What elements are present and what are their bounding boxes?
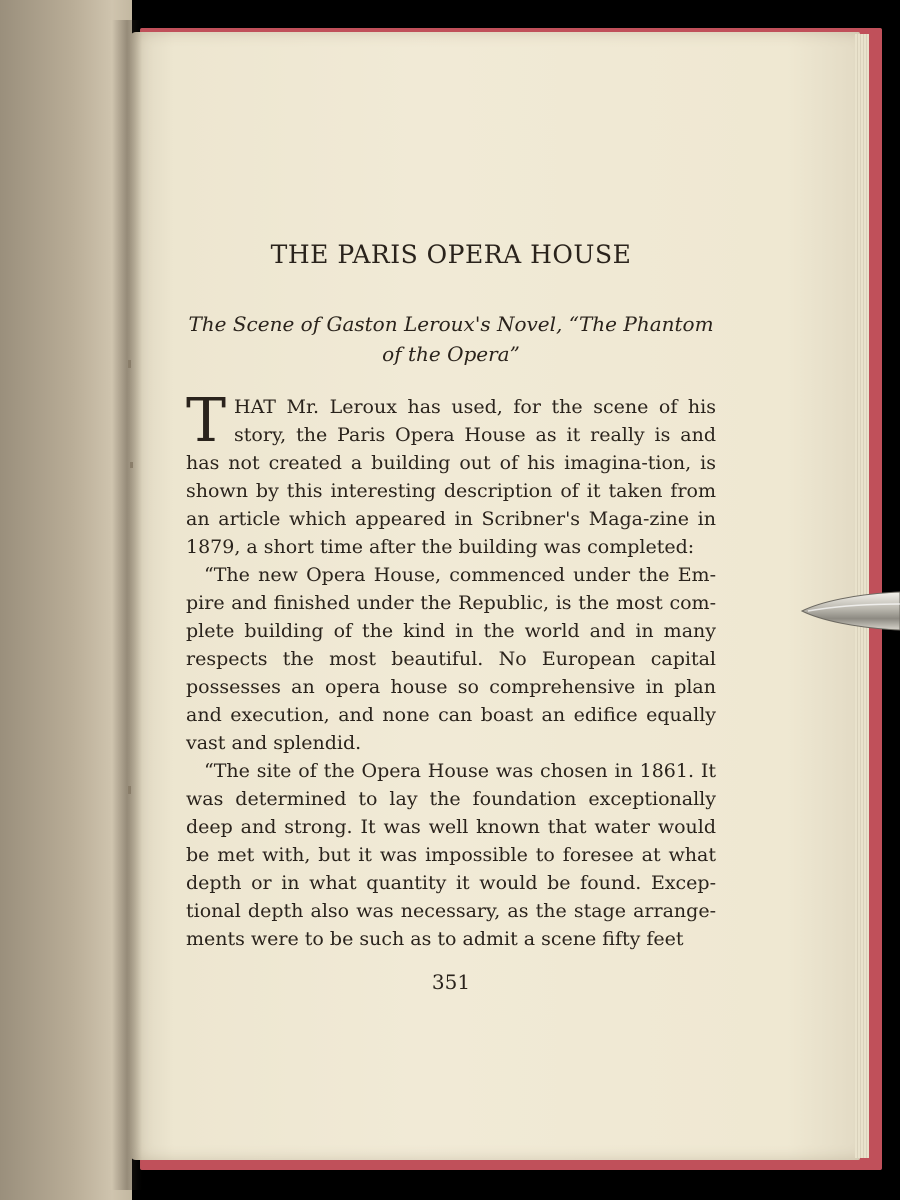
page-content bbox=[186, 240, 716, 994]
subtitle-line: of the Opera” bbox=[382, 342, 520, 366]
paragraph: “The new Opera House, commenced under the Em-pire and finished under the Republic, is the most com-plete building of the kind in the world and in many respects the most beautiful. No European capital possesses an opera house so comprehensive in plan and execution, and none can boast an edifice equally vast and splendid. bbox=[186, 564, 716, 754]
chapter-subtitle bbox=[186, 309, 716, 369]
paragraph bbox=[186, 386, 716, 561]
book-gutter bbox=[112, 20, 142, 1190]
paragraph: “The site of the Opera House was chosen in 1861. It was determined to lay the foundation exceptionally deep and strong. It was well known that water would be met with, but it was impossible to foresee at what depth or in what quantity it would be found. Excep-tional depth also was necessary, as the stage arrange-ments were to be such as to admit a scene fifty feet bbox=[186, 760, 716, 950]
chapter-title: THE PARIS OPERA HOUSE bbox=[270, 240, 632, 269]
page-blemish bbox=[128, 786, 131, 794]
drop-cap: T bbox=[186, 386, 227, 456]
page-number: 351 bbox=[431, 970, 471, 994]
page-blemish bbox=[128, 360, 131, 368]
paragraph-text: HAT Mr. Leroux has used, for the scene of his story, the Paris Opera House as it really is and has not created a building out of his imagina-tion, is shown by this interesting description of it taken from an article which appeared in Scribner's Maga-zine in 1879, a short time after the building was completed: bbox=[186, 396, 716, 558]
subtitle-line: The Scene of Gaston Leroux's Novel, “The Phantom bbox=[188, 312, 714, 336]
page-pointer-icon bbox=[800, 588, 900, 634]
page-blemish bbox=[130, 462, 133, 468]
